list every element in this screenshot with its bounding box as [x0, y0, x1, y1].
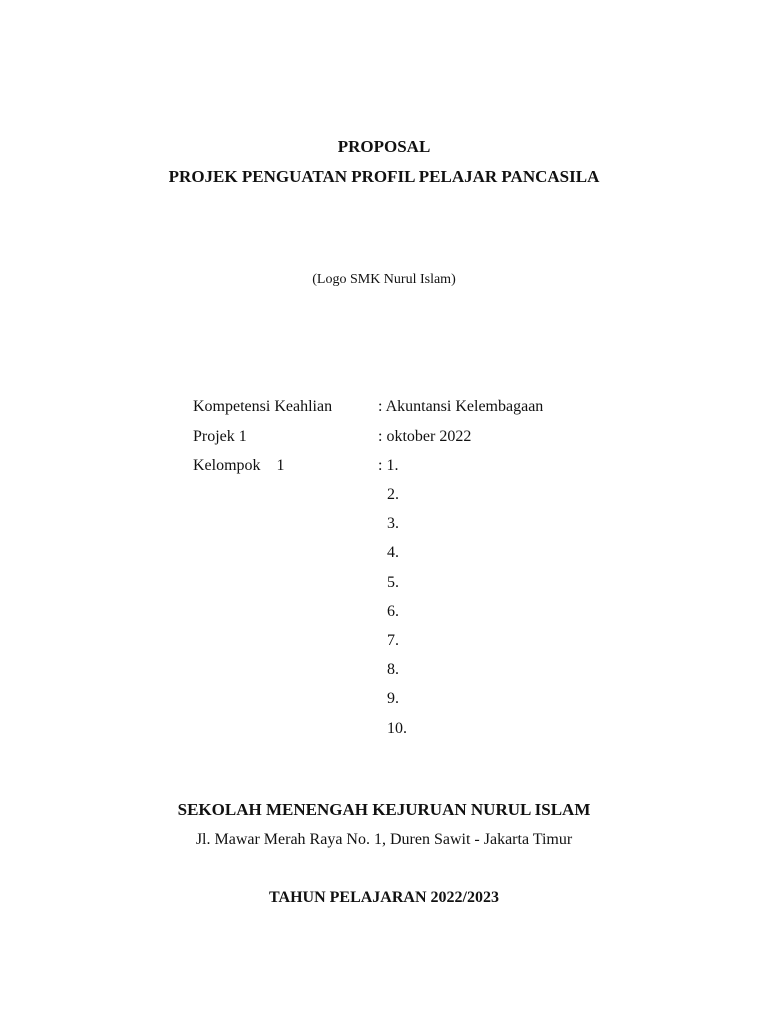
- member-number: 8.: [387, 661, 399, 678]
- member-number: 5.: [387, 574, 399, 591]
- school-address: Jl. Mawar Merah Raya No. 1, Duren Sawit - Jakarta Timur: [195, 831, 573, 848]
- kompetensi-value: : Akuntansi Kelembagaan: [378, 398, 544, 415]
- document-subtitle: PROJEK PENGUATAN PROFIL PELAJAR PANCASILA: [168, 167, 600, 186]
- school-name: SEKOLAH MENENGAH KEJURUAN NURUL ISLAM: [177, 800, 591, 819]
- member-number: 9.: [387, 690, 399, 707]
- document-title: PROPOSAL: [337, 137, 431, 156]
- member-number: 3.: [387, 515, 399, 532]
- logo-placeholder: (Logo SMK Nurul Islam): [312, 272, 456, 287]
- kelompok-label: Kelompok 1: [193, 457, 285, 474]
- member-number: 4.: [387, 544, 399, 561]
- kelompok-value: : 1.: [378, 457, 399, 474]
- projek-value: : oktober 2022: [378, 428, 472, 445]
- member-number: 6.: [387, 603, 399, 620]
- kompetensi-label: Kompetensi Keahlian: [193, 398, 333, 415]
- member-number: 10.: [387, 720, 407, 737]
- member-number: 7.: [387, 632, 399, 649]
- projek-label: Projek 1: [193, 428, 247, 445]
- member-number: 2.: [387, 486, 399, 503]
- academic-year: TAHUN PELAJARAN 2022/2023: [269, 889, 499, 906]
